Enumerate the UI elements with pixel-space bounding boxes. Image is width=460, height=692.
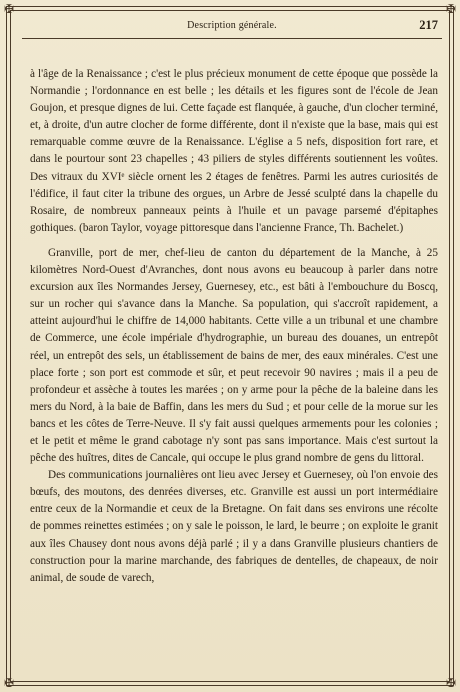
page-body <box>30 66 438 587</box>
paragraph-gap <box>30 237 438 245</box>
paragraph-granville: Granville, port de mer, chef-lieu de canton du département de la Manche, à 25 kilomètres Nord-Ouest d'Avranches, dont nous avons eu beaucoup à parler dans notre excursion aux îles Normandes Jersey, Guernesey, etc., est bâti à l'embouchure du Boscq, sur un rocher qui s'avance dans la Manche. Sa population, qui s'accroît rapidement, a atteint aujourd'hui le chiffre de 14,000 habitants. Cette ville a un tribunal et une chambre de Commerce, une école impériale d'hydrographie, un bureau des douanes, un entrepôt réel, un entrepôt des sels, un établissement de bains de mer, des eaux minérales. C'est une place forte ; son port est commode et sûr, et peut recevoir 90 navires ; mais il a peu de profondeur et assèche à toutes les marées ; on y arme pour la pêche de la baleine dans les mers du Nord, à la baie de Baffin, dans les mers du Sud ; et pour celle de la morue sur les bancs et les côtes de Terre-Neuve. Il s'y fait aussi quelques armements pour les colonies ; et le petit et même le grand cabotage n'y sont pas sans importance. Mais c'est surtout la pêche des huîtres, dites de Cancale, qui occupe le plus grand nombre de gens du littoral. <box>30 246 438 465</box>
paragraph-rouen-cathedral: à l'âge de la Renaissance ; c'est le plus précieux monument de cette époque que possède la Normandie ; l'ordonnance en est belle ; les détails et les figures sont de l'école de Jean Goujon, et presque dignes de lui. Cette façade est flanquée, à gauche, d'un clocher terminé, et, à droite, d'un autre clocher de forme différente, dont il n'existe que la base, mais qui est remarquable comme œuvre de la Renaissance. L'église a 5 nefs, disposition fort rare, et dans le pourtour sont 23 chapelles ; 43 piliers de styles différents soutiennent les voûtes. Des vitraux du XVIᵉ siècle ornent les 2 étages de fenêtres. Parmi les autres curiosités de l'édifice, il faut citer la tribune des orgues, un Arbre de Jessé sculpté dans la chapelle du Rosaire, de nombreux panneaux peints à l'huile et un pavage parsemé d'épitaphes gothiques. (baron Taylor, voyage pittoresque dans l'ancienne France, Th. Bachelet.) <box>30 68 438 234</box>
paragraph-communications: Des communications journalières ont lieu avec Jersey et Guernesey, où l'on envoie des bœufs, des moutons, des denrées diverses, etc. Granville est aussi un port intermédiaire entre ceux de la Normandie et ceux de la Bretagne. On fait dans ses environs une récolte de pommes reinettes estimées ; on y sale le poisson, le lard, le beurre ; on exploite le granit aux îles Chausey dont nous avons déjà parlé ; il y a dans Granville plusieurs chantiers de construction pour la marine marchande, des fabriques de dentelles, de chapeaux, de noir animal, de soude de varech, <box>30 469 438 584</box>
corner-ornament-icon: ✠ <box>445 2 457 16</box>
running-header <box>22 16 442 39</box>
corner-ornament-icon: ✠ <box>3 676 15 690</box>
corner-ornament-icon: ✠ <box>445 676 457 690</box>
page-number: 217 <box>419 18 438 32</box>
corner-ornament-icon: ✠ <box>3 2 15 16</box>
running-title: Description générale. <box>187 20 277 31</box>
